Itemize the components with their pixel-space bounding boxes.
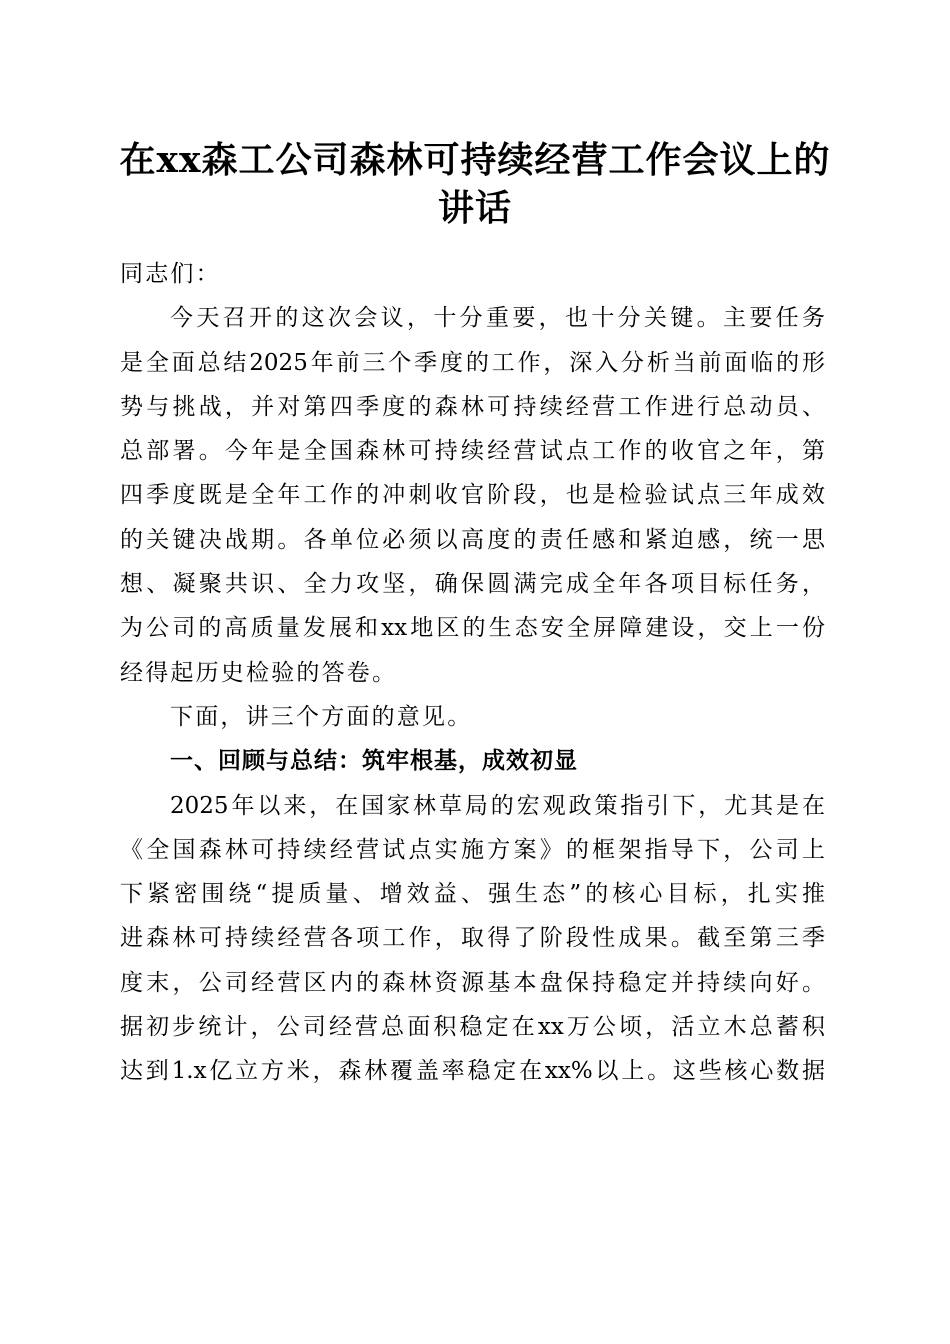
- text-line: 度末，公司经营区内的森林资源基本盘保持稳定并持续向好。: [120, 969, 825, 996]
- salutation: 同志们：: [120, 261, 221, 287]
- text-line: 经得起历史检验的答卷。: [120, 659, 398, 686]
- text-line: 下紧密围绕“提质量、增效益、强生态”的核心目标，扎实推: [120, 881, 825, 908]
- text-line: 今天召开的这次会议，十分重要，也十分关键。主要任务: [170, 305, 825, 332]
- text-line: 下面，讲三个方面的意见。: [170, 703, 473, 730]
- text-line: 总部署。今年是全国森林可持续经营试点工作的收官之年，第: [120, 438, 825, 465]
- text-line: 想、凝聚共识、全力攻坚，确保圆满完成全年各项目标任务，: [120, 571, 825, 598]
- text-line: 《全国森林可持续经营试点实施方案》的框架指导下，公司上: [120, 836, 825, 863]
- section-heading-1: 一、回顾与总结：筑牢根基，成效初显: [170, 748, 578, 775]
- text-line: 的关键决战期。各单位必须以高度的责任感和紧迫感，统一思: [120, 526, 825, 553]
- text-line: 为公司的高质量发展和xx地区的生态安全屏障建设，交上一份: [120, 615, 825, 642]
- text-line: 是全面总结2025年前三个季度的工作，深入分析当前面临的形: [120, 349, 825, 376]
- document-body: [120, 252, 825, 1094]
- text-line: 四季度既是全年工作的冲刺收官阶段，也是检验试点三年成效: [120, 482, 825, 509]
- title-line-2: 讲话: [437, 187, 512, 229]
- text-line: 据初步统计，公司经营总面积稳定在xx万公顷，活立木总蓄积: [120, 1014, 825, 1041]
- text-line: 势与挑战，并对第四季度的森林可持续经营工作进行总动员、: [120, 393, 825, 420]
- title-line-1: 在xx森工公司森林可持续经营工作会议上的: [119, 139, 831, 181]
- text-line: 进森林可持续经营各项工作，取得了阶段性成果。截至第三季: [120, 925, 825, 952]
- document-title: [110, 136, 840, 232]
- text-line: 2025年以来，在国家林草局的宏观政策指引下，尤其是在: [170, 792, 825, 819]
- text-line: 达到1.x亿立方米，森林覆盖率稳定在xx%以上。这些核心数据: [120, 1058, 825, 1085]
